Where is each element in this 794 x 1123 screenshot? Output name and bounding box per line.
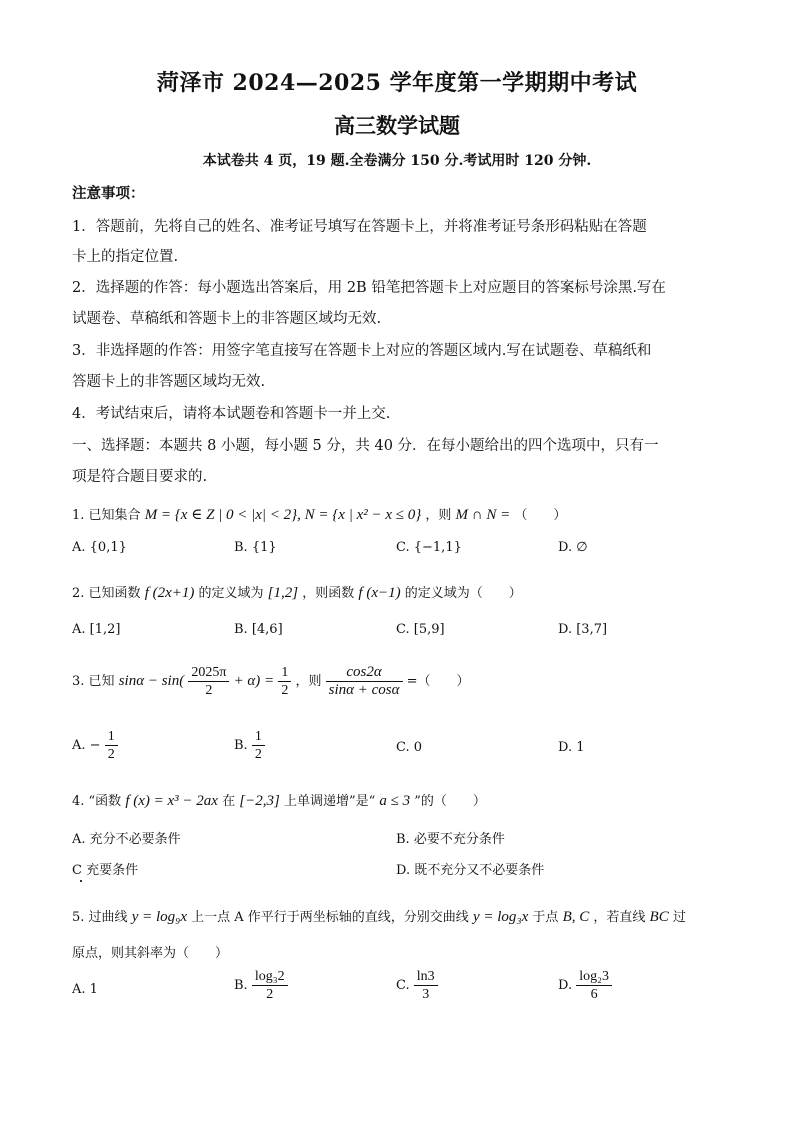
q4-condition: a ≤ 3	[379, 793, 411, 809]
q5-option-c-label: C.	[396, 978, 410, 993]
q5-option-d-frac	[576, 968, 612, 1003]
q4-mid2: 上单调递增”是“	[283, 794, 376, 809]
q5-option-c-den: 3	[422, 987, 430, 1002]
exam-title: 菏泽市 2024—2025 学年度第一学期期中考试	[156, 70, 638, 96]
note-line-5: 3．非选择题的作答：用签字笔直接写在答题卡上对应的答题区域内.写在试题卷、草稿纸和	[72, 343, 652, 359]
q4-option-a[interactable]: A. 充分不必要条件	[72, 832, 181, 847]
q2-option-c[interactable]: C. [5,9]	[396, 622, 445, 637]
q3-option-d[interactable]: D. 1	[558, 740, 585, 755]
q3-lhs: sinα − sin(	[118, 673, 185, 689]
q1-expr: M ∩ N =	[455, 507, 511, 523]
q4-function: f (x) = x³ − 2ax	[125, 793, 218, 809]
q3-ratio-den: sinα + cosα	[328, 682, 400, 698]
q3-fraction-angle	[188, 664, 229, 699]
q2-option-d[interactable]: D. [3,7]	[558, 622, 608, 637]
q5-option-b-label: B.	[234, 978, 248, 993]
q3-half-den: 2	[281, 683, 289, 698]
q3-mid: ，则	[295, 674, 322, 689]
q3-option-b-label: B.	[234, 738, 248, 753]
q1-option-b[interactable]: B. {1}	[234, 540, 277, 555]
question-2	[72, 582, 724, 602]
question-4	[72, 790, 724, 810]
q3-half-num: 1	[278, 664, 291, 682]
q5-option-b-frac	[252, 968, 288, 1003]
q1-option-d[interactable]: D. ∅	[558, 540, 588, 555]
q5-option-c-frac	[414, 968, 438, 1003]
q4-option-c[interactable]: C 充要条件	[72, 863, 139, 878]
q2-option-b[interactable]: B. [4,6]	[234, 622, 283, 637]
q2-end: 的定义域为（ ）	[404, 586, 522, 601]
question-5-line-1	[72, 906, 724, 926]
q2-option-a[interactable]: A. [1,2]	[72, 622, 121, 637]
notes-heading: 注意事项：	[72, 185, 145, 202]
note-line-3: 2．选择题的作答：每小题选出答案后，用 2B 铅笔把答题卡上对应题目的答案标号涂黑.写在	[72, 280, 666, 296]
section-heading-line-1: 一、选择题：本题共 8 小题，每小题 5 分，共 40 分．在每小题给出的四个选项中，只有一	[72, 438, 659, 454]
q3-fraction-ratio	[326, 664, 403, 699]
q5-curve-2: y = log₃x	[472, 909, 529, 925]
q2-prefix: 2. 已知函数	[72, 586, 141, 601]
q3-prefix: 3. 已知	[72, 674, 115, 689]
q2-mid2: ，则函数	[302, 586, 355, 601]
q4-option-d[interactable]: D. 既不充分又不必要条件	[396, 863, 545, 878]
q5-l1c: 于点	[532, 910, 559, 925]
q5-option-a[interactable]: A. 1	[72, 982, 98, 997]
stray-dot-mark	[80, 880, 82, 882]
q5-line-bc: BC	[649, 909, 669, 925]
note-line-7: 4．考试结束后，请将本试题卷和答题卡一并上交.	[72, 406, 391, 422]
q3-option-b-frac	[252, 728, 265, 763]
q3-option-b[interactable]	[234, 728, 265, 763]
q4-end: ”的（ ）	[414, 794, 486, 809]
q3-option-a-label: A. −	[72, 738, 101, 753]
q5-option-b-num: log₃2	[252, 968, 288, 986]
q3-end: =（ ）	[406, 674, 470, 689]
exam-info: 本试卷共 4 页，19 题.全卷满分 150 分.考试用时 120 分钟.	[202, 153, 592, 169]
q5-points: B, C	[562, 909, 590, 925]
q5-l1d: ，若直线	[593, 910, 646, 925]
q5-option-b[interactable]	[234, 968, 288, 1003]
note-line-2: 卡上的指定位置.	[72, 249, 179, 265]
q2-domain: [1,2]	[267, 585, 299, 601]
q3-option-b-num: 1	[252, 728, 265, 746]
q3-option-a-den: 2	[107, 747, 115, 762]
q1-mid: ，则	[425, 508, 452, 523]
q3-option-a-frac	[105, 728, 118, 763]
q3-fraction-half	[278, 664, 291, 699]
q5-option-c[interactable]	[396, 968, 438, 1003]
q5-option-d-den: 6	[590, 987, 598, 1002]
q4-mid: 在	[222, 794, 236, 809]
q3-frac-den: 2	[205, 683, 213, 698]
section-heading-line-2: 项是符合题目要求的.	[72, 469, 208, 485]
q3-option-a-num: 1	[105, 728, 118, 746]
question-5-line-2: 原点，则其斜率为（ ）	[72, 946, 229, 961]
note-line-1: 1．答题前，先将自己的姓名、准考证号填写在答题卡上，并将准考证号条形码粘贴在答题	[72, 219, 647, 235]
q5-option-b-den: 2	[266, 987, 274, 1002]
q5-option-d-label: D.	[558, 978, 573, 993]
q3-ratio-num: cos2α	[326, 664, 403, 682]
q4-interval: [−2,3]	[239, 793, 280, 809]
q2-mid1: 的定义域为	[198, 586, 264, 601]
q1-option-a[interactable]: A. {0,1}	[72, 540, 127, 555]
q2-f1: f (2x+1)	[144, 585, 195, 601]
q5-option-c-num: ln3	[414, 968, 438, 986]
q5-l1b: 上一点 A 作平行于两坐标轴的直线，分别交曲线	[191, 910, 469, 925]
q3-option-b-den: 2	[254, 747, 262, 762]
q3-lhs2: + α) =	[233, 673, 275, 689]
q5-l1e: 过	[672, 910, 686, 925]
q1-prefix: 1. 已知集合	[72, 508, 141, 523]
note-line-4: 试题卷、草稿纸和答题卡上的非答题区域均无效.	[72, 311, 382, 327]
q2-f2: f (x−1)	[358, 585, 401, 601]
q5-l1a: 5. 过曲线	[72, 910, 128, 925]
q1-option-c[interactable]: C. {−1,1}	[396, 540, 462, 555]
q3-option-a[interactable]	[72, 728, 118, 763]
q1-paren: （ ）	[514, 508, 567, 523]
exam-subtitle: 高三数学试题	[334, 113, 460, 138]
question-3	[72, 664, 724, 699]
q3-option-c[interactable]: C. 0	[396, 740, 423, 755]
q3-frac-num: 2025π	[188, 664, 229, 682]
q4-option-b[interactable]: B. 必要不充分条件	[396, 832, 505, 847]
q5-option-d[interactable]	[558, 968, 612, 1003]
q1-sets: M = {x ∈ Z | 0 < |x| < 2}, N = {x | x² − x ≤ 0}	[144, 507, 422, 523]
question-1	[72, 504, 724, 524]
q5-curve-1: y = log₉x	[131, 909, 188, 925]
q4-prefix: 4. “函数	[72, 794, 122, 809]
note-line-6: 答题卡上的非答题区域均无效.	[72, 374, 266, 390]
q5-option-d-num: log₂3	[576, 968, 612, 986]
